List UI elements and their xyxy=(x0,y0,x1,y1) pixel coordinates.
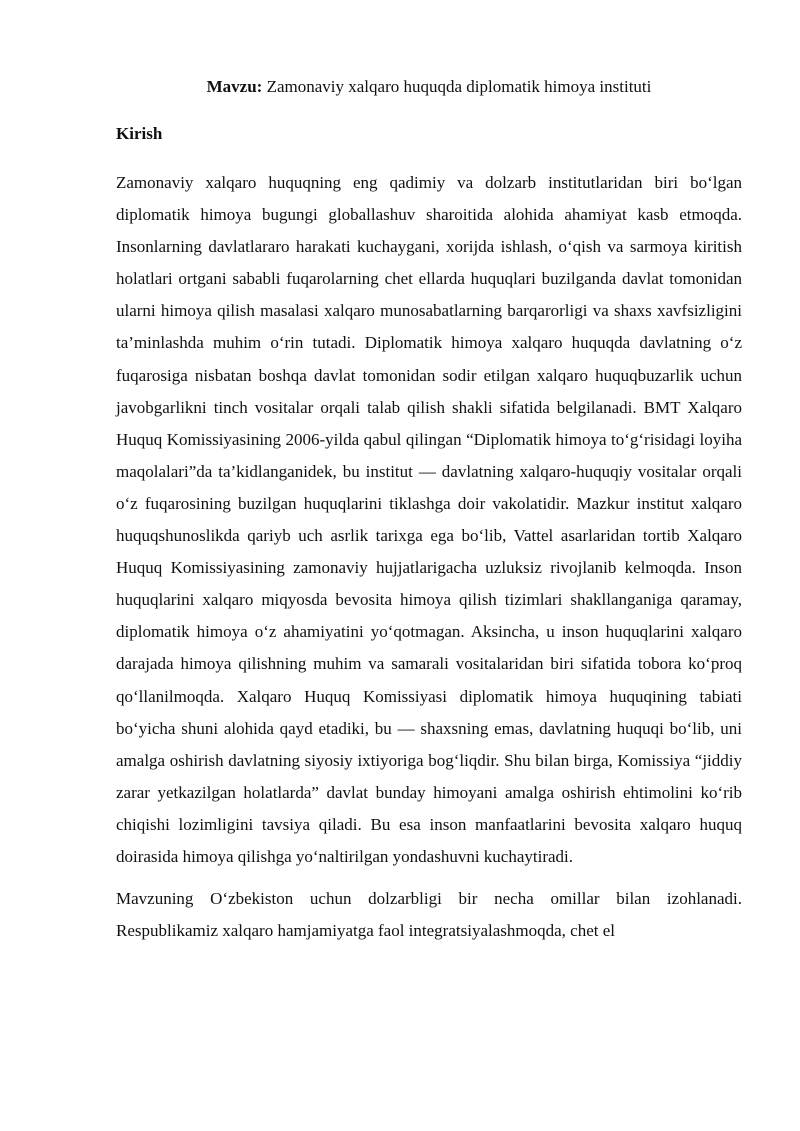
title-text: Zamonaviy xalqaro huquqda diplomatik himoya instituti xyxy=(266,77,652,96)
body-paragraph: Mavzuning O‘zbekiston uchun dolzarbligi bir necha omillar bilan izohlanadi. Respublikamiz xalqaro hamjamiyatga faol integratsiyalashmoqda, chet el xyxy=(116,889,742,941)
title-prefix: Mavzu: xyxy=(206,77,263,96)
document-title xyxy=(116,74,742,100)
document-page xyxy=(116,74,742,947)
section-heading: Kirish xyxy=(116,124,163,143)
body-paragraph: Zamonaviy xalqaro huquqning eng qadimiy va dolzarb institutlaridan biri bo‘lgan diplomatik himoya bugungi globallashuv sharoitida alohida ahamiyat kasb etmoqda. Insonlarning davlatlararo harakati kuchaygani, xorijda ishlash, o‘qish va sarmoya kiritish holatlari ortgani sababli fuqarolarning chet ellarda huquqlari buzilganda davlat tomonidan ularni himoya qilish masalasi xalqaro munosabatlarning barqarorligi va shaxs xavfsizligini ta’minlashda muhim o‘rin tutadi. Diplomatik himoya xalqaro huquqda davlatning o‘z fuqarosiga nisbatan boshqa davlat tomonidan sodir etilgan xalqaro huquqbuzarlik uchun javobgarlikni tinch vositalar orqali talab qilish shakli sifatida belgilanadi. BMT Xalqaro Huquq Komissiyasining 2006-yilda qabul qilingan “Diplomatik himoya to‘g‘risidagi loyiha maqolalari”da ta’kidlanganidek, bu institut — davlatning xalqaro-huquqiy vositalar orqali o‘z fuqarosining buzilgan huquqlarini tiklashga doir vakolatidir. Mazkur institut xalqaro huquqshunoslikda qariyb uch asrlik tarixga ega bo‘lib, Vattel asarlaridan tortib Xalqaro Huquq Komissiyasining zamonaviy hujjatlarigacha uzluksiz rivojlanib kelmoqda. Inson huquqlarini xalqaro miqyosda bevosita himoya qilish tizimlari shakllanganiga qaramay, diplomatik himoya o‘z ahamiyatini yo‘qotmagan. Aksincha, u inson huquqlarini xalqaro darajada himoya qilishning muhim va samarali vositalaridan biri sifatida tobora ko‘proq qo‘llanilmoqda. Xalqaro Huquq Komissiyasi diplomatik himoya huquqining tabiati bo‘yicha shuni alohida qayd etadiki, bu — shaxsning emas, davlatning huquqi bo‘lib, uni amalga oshirish davlatning siyosiy ixtiyoriga bog‘liqdir. Shu bilan birga, Komissiya “jiddiy zarar yetkazilgan holatlarda” davlat bunday himoyani amalga oshirish ehtimolini ko‘rib chiqishi lozimligini tavsiya qiladi. Bu esa inson manfaatlarini bevosita xalqaro huquq doirasida himoya qilishga yo‘naltirilgan yondashuvni kuchaytiradi. xyxy=(116,173,742,866)
